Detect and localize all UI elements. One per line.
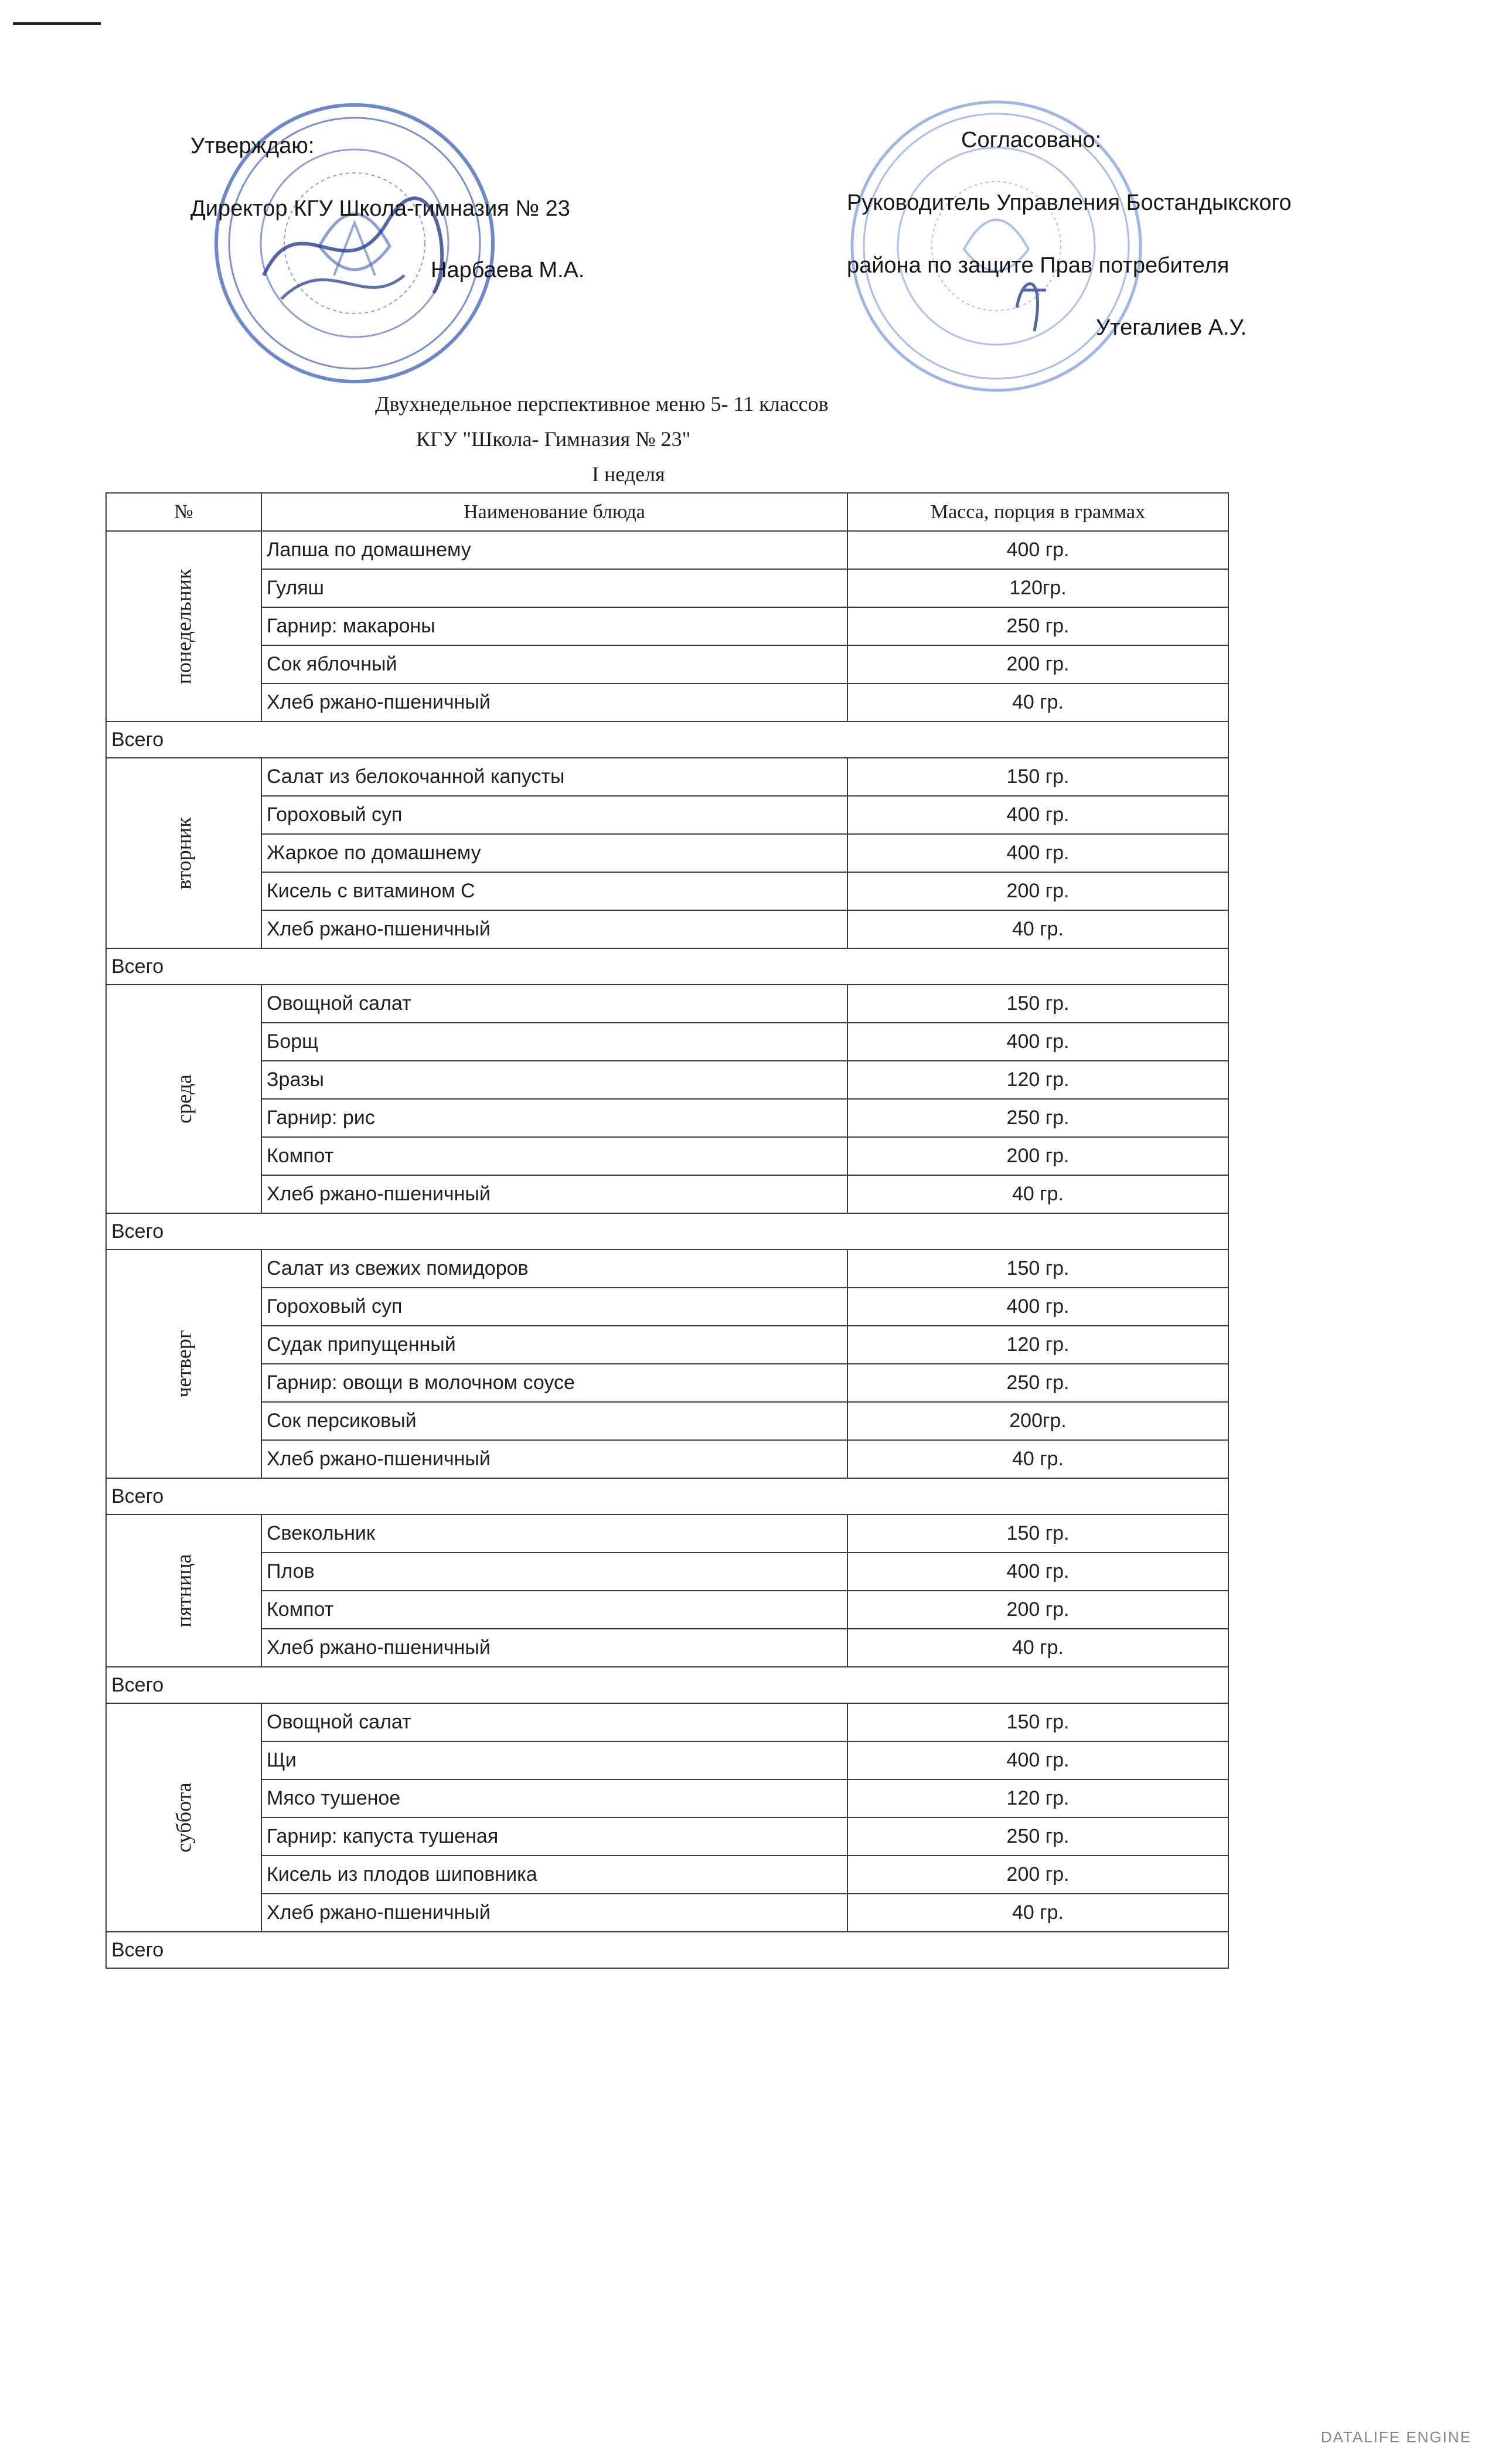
day-cell — [106, 985, 261, 1213]
dish-mass: 40 гр. — [847, 1629, 1228, 1667]
dish-name: Салат из свежих помидоров — [261, 1250, 847, 1288]
dish-mass: 200 гр. — [847, 1856, 1228, 1894]
table-row — [106, 1061, 1228, 1099]
day-cell — [106, 758, 261, 948]
dish-name: Гарнир: капуста тушеная — [261, 1818, 847, 1856]
day-label: понедельник — [172, 569, 196, 684]
dish-name: Гарнир: овощи в молочном соусе — [261, 1364, 847, 1402]
dish-mass: 40 гр. — [847, 683, 1228, 721]
table-row — [106, 1288, 1228, 1326]
table-row — [106, 1591, 1228, 1629]
total-label: Всего — [106, 948, 1228, 985]
dish-mass: 200 гр. — [847, 645, 1228, 683]
dish-mass: 400 гр. — [847, 531, 1228, 569]
dish-name: Хлеб ржано-пшеничный — [261, 1629, 847, 1667]
dish-mass: 40 гр. — [847, 910, 1228, 948]
table-row — [106, 872, 1228, 910]
dish-mass: 200 гр. — [847, 872, 1228, 910]
total-label: Всего — [106, 1213, 1228, 1250]
total-row — [106, 1667, 1228, 1703]
scan-corner-mark — [13, 22, 101, 25]
dish-mass: 250 гр. — [847, 1099, 1228, 1137]
day-cell — [106, 531, 261, 721]
dish-mass: 150 гр. — [847, 1515, 1228, 1553]
dish-name: Гарнир: макароны — [261, 607, 847, 645]
dish-mass: 150 гр. — [847, 758, 1228, 796]
col-mass-header: Масса, порция в граммах — [847, 493, 1228, 531]
dish-mass: 400 гр. — [847, 1288, 1228, 1326]
day-label: среда — [172, 1074, 196, 1124]
dish-name: Компот — [261, 1591, 847, 1629]
total-row — [106, 1932, 1228, 1968]
dish-mass: 400 гр. — [847, 1741, 1228, 1779]
dish-mass: 40 гр. — [847, 1175, 1228, 1213]
table-row — [106, 1703, 1228, 1741]
dish-mass: 150 гр. — [847, 985, 1228, 1023]
dish-mass: 200 гр. — [847, 1591, 1228, 1629]
table-row — [106, 1175, 1228, 1213]
table-row — [106, 1099, 1228, 1137]
datalife-engine-logo: DATALIFE ENGINE — [1320, 2428, 1472, 2446]
table-row — [106, 1553, 1228, 1591]
dish-name: Гороховый суп — [261, 796, 847, 834]
table-row — [106, 1741, 1228, 1779]
dish-name: Кисель с витамином С — [261, 872, 847, 910]
day-label: суббота — [172, 1782, 196, 1853]
dish-mass: 250 гр. — [847, 607, 1228, 645]
dish-name: Свекольник — [261, 1515, 847, 1553]
dish-name: Салат из белокочанной капусты — [261, 758, 847, 796]
table-row — [106, 1402, 1228, 1440]
menu-table — [105, 492, 1229, 1969]
day-label: пятница — [172, 1554, 196, 1628]
dish-name: Судак припущенный — [261, 1326, 847, 1364]
dish-mass: 120гр. — [847, 569, 1228, 607]
dish-name: Плов — [261, 1553, 847, 1591]
approve-label: Утверждаю: — [190, 134, 315, 158]
dish-mass: 400 гр. — [847, 1023, 1228, 1061]
dish-name: Компот — [261, 1137, 847, 1175]
dish-name: Хлеб ржано-пшеничный — [261, 910, 847, 948]
table-row — [106, 1856, 1228, 1894]
dish-name: Хлеб ржано-пшеничный — [261, 683, 847, 721]
table-row — [106, 834, 1228, 872]
table-row — [106, 1326, 1228, 1364]
dish-name: Овощной салат — [261, 1703, 847, 1741]
dish-name: Гуляш — [261, 569, 847, 607]
table-row — [106, 1515, 1228, 1553]
table-row — [106, 985, 1228, 1023]
total-label: Всего — [106, 721, 1228, 758]
total-row — [106, 721, 1228, 758]
dish-mass: 400 гр. — [847, 1553, 1228, 1591]
dish-name: Сок персиковый — [261, 1402, 847, 1440]
dish-name: Сок яблочный — [261, 645, 847, 683]
dish-mass: 250 гр. — [847, 1818, 1228, 1856]
dish-mass: 120 гр. — [847, 1061, 1228, 1099]
table-row — [106, 1023, 1228, 1061]
dish-name: Мясо тушеное — [261, 1779, 847, 1818]
dish-mass: 200гр. — [847, 1402, 1228, 1440]
dish-mass: 40 гр. — [847, 1894, 1228, 1932]
total-label: Всего — [106, 1932, 1228, 1968]
table-row — [106, 531, 1228, 569]
agreed-label: Согласовано: — [961, 128, 1102, 152]
table-row — [106, 569, 1228, 607]
table-row — [106, 796, 1228, 834]
total-row — [106, 1213, 1228, 1250]
dish-mass: 400 гр. — [847, 796, 1228, 834]
dish-name: Зразы — [261, 1061, 847, 1099]
table-header-row — [106, 493, 1228, 531]
table-row — [106, 1629, 1228, 1667]
day-cell — [106, 1703, 261, 1932]
menu-table-body — [106, 531, 1228, 1968]
dish-name: Хлеб ржано-пшеничный — [261, 1894, 847, 1932]
table-row — [106, 758, 1228, 796]
day-label: вторник — [172, 816, 196, 890]
day-cell — [106, 1250, 261, 1478]
dish-mass: 250 гр. — [847, 1364, 1228, 1402]
day-cell — [106, 1515, 261, 1667]
dish-mass: 120 гр. — [847, 1779, 1228, 1818]
dish-mass: 150 гр. — [847, 1250, 1228, 1288]
table-row — [106, 1137, 1228, 1175]
dish-mass: 150 гр. — [847, 1703, 1228, 1741]
approver-position: Директор КГУ Школа-гимназия № 23 — [190, 196, 570, 221]
agreer-name: Утегалиев А.У. — [1096, 315, 1247, 340]
table-row — [106, 1818, 1228, 1856]
total-row — [106, 948, 1228, 985]
dish-mass: 40 гр. — [847, 1440, 1228, 1478]
day-label: четверг — [172, 1330, 196, 1398]
total-row — [106, 1478, 1228, 1515]
agreer-position: Руководитель Управления Бостандыкского — [847, 190, 1292, 215]
dish-name: Жаркое по домашнему — [261, 834, 847, 872]
dish-name: Хлеб ржано-пшеничный — [261, 1175, 847, 1213]
dish-name: Борщ — [261, 1023, 847, 1061]
table-row — [106, 1250, 1228, 1288]
dish-name: Щи — [261, 1741, 847, 1779]
table-row — [106, 645, 1228, 683]
total-label: Всего — [106, 1667, 1228, 1703]
col-dish-header: Наименование блюда — [261, 493, 847, 531]
dish-name: Гарнир: рис — [261, 1099, 847, 1137]
dish-name: Овощной салат — [261, 985, 847, 1023]
total-label: Всего — [106, 1478, 1228, 1515]
dish-mass: 200 гр. — [847, 1137, 1228, 1175]
table-row — [106, 910, 1228, 948]
dish-name: Лапша по домашнему — [261, 531, 847, 569]
table-row — [106, 1440, 1228, 1478]
table-row — [106, 1894, 1228, 1932]
table-row — [106, 1779, 1228, 1818]
table-row — [106, 1364, 1228, 1402]
dish-name: Кисель из плодов шиповника — [261, 1856, 847, 1894]
menu-title: Двухнедельное перспективное меню 5- 11 классов — [375, 392, 829, 416]
table-row — [106, 607, 1228, 645]
approver-name: Нарбаева М.А. — [431, 258, 585, 283]
school-name: КГУ "Школа- Гимназия № 23" — [416, 427, 691, 451]
dish-mass: 400 гр. — [847, 834, 1228, 872]
agreer-position-cont: района по защите Прав потребителя — [847, 253, 1230, 278]
week-label: I неделя — [592, 462, 665, 486]
table-row — [106, 683, 1228, 721]
dish-name: Гороховый суп — [261, 1288, 847, 1326]
dish-mass: 120 гр. — [847, 1326, 1228, 1364]
col-number-header: № — [106, 493, 261, 531]
dish-name: Хлеб ржано-пшеничный — [261, 1440, 847, 1478]
